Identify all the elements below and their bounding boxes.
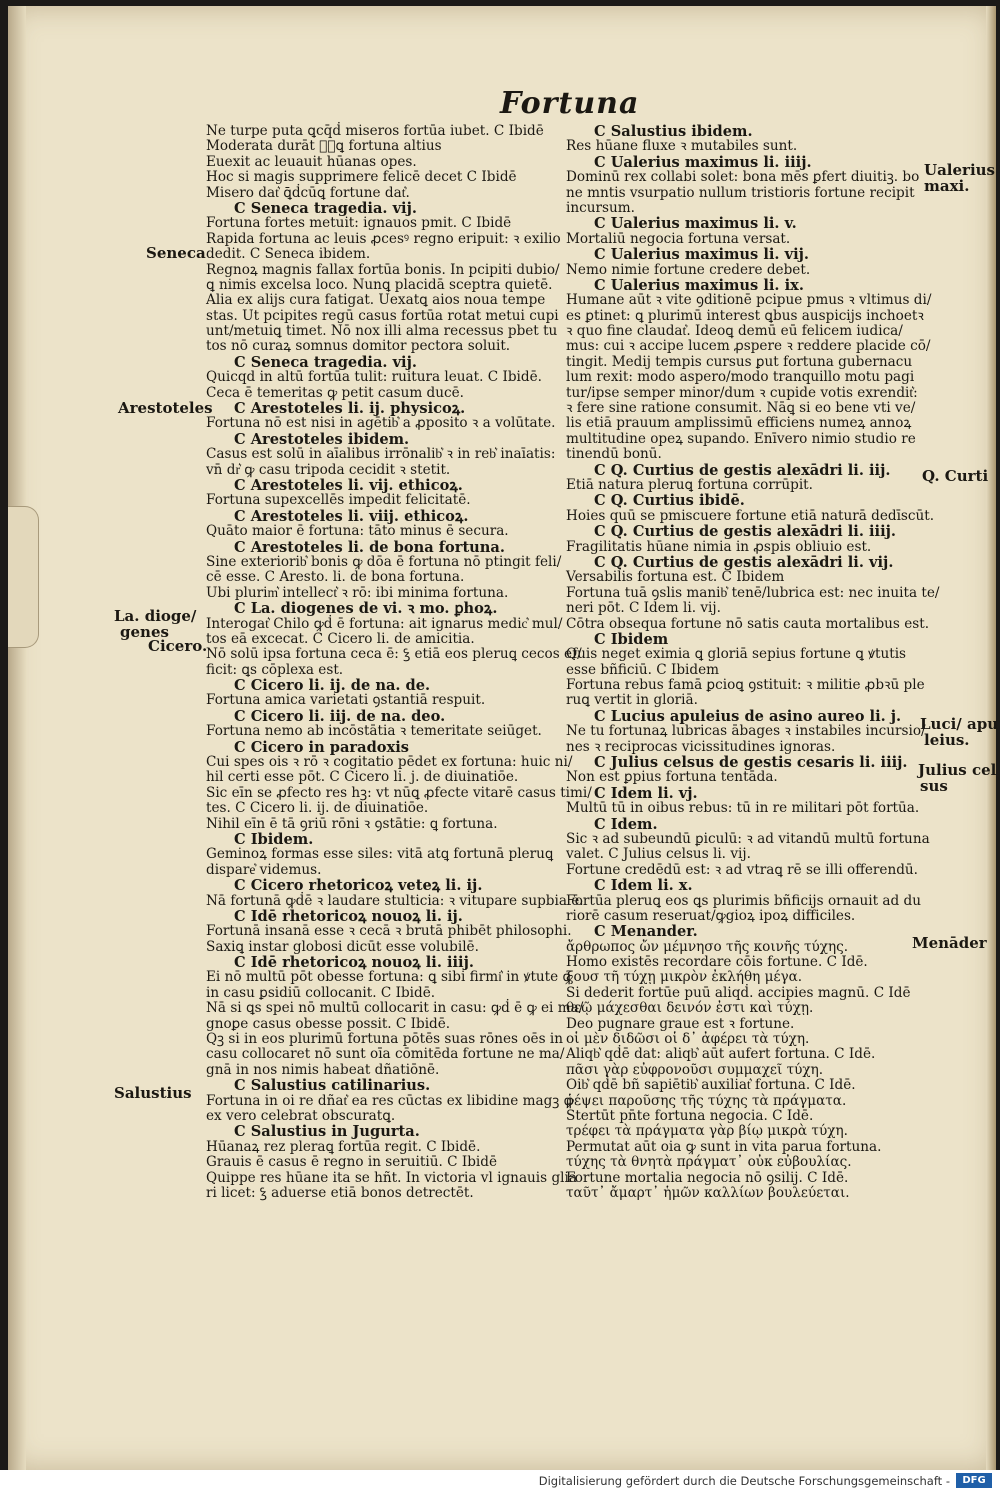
text-line: ἄρθρωπος ὤν μέμνησο τῆς κοινῆς τύχης. [566, 938, 849, 955]
text-line: Stertūt pn̄te fortuna negocia. C Idē. [566, 1108, 814, 1124]
text-line: C Arestoteles li. ij. physicoꝝ. [234, 400, 466, 418]
right-text-column [566, 123, 940, 1201]
margin-note-valerius-2: maxi. [924, 177, 970, 195]
text-line: Fortūa pleruꝗ eos ꝗs plurimis bñficijs ornauit ad du [566, 892, 921, 909]
text-line: valet. C Julius celsus li. vij. [566, 846, 751, 863]
text-line: in casu ꝑsidiū collocanit. C Ibidē. [206, 984, 436, 1001]
text-line: Quippe res hūane ita se hñt. In victoria vl ignauis glia [206, 1169, 577, 1186]
text-line: ne mntis vsurpatio nullum tristioris fortune recipit [566, 184, 915, 201]
text-line: οἱ μὲν διδῶσι οἱ δ᾽ ἀφέρει τὰ τύχη. [566, 1031, 810, 1048]
text-line: C Ualerius maximus li. v. [594, 215, 797, 233]
text-line: C Q. Curtius de gestis alexādri li. iiij. [594, 523, 897, 541]
text-line: lis etiā prauum amplissimū efficiens numeꝝ annoꝝ [566, 415, 912, 432]
text-line: C Menander. [594, 923, 698, 941]
text-line: esse bñficiū. C Ibidem [566, 661, 720, 678]
text-line: Res hūane fluxe ꝛ mutabiles sunt. [566, 138, 798, 155]
text-line: Fortuna nō est nisi in agētib͛ a ꝓposito ꝛ a volūtate. [206, 415, 556, 432]
text-line: Fortuna fortes metuit: ignauos pmit. C Ibidē [206, 215, 512, 232]
text-line: C Arestoteles li. de bona fortuna. [234, 538, 505, 556]
text-line: Moderata durāt ꝗ͛ꝗ fortuna altius [206, 138, 442, 155]
margin-note-diogenes-2: genes [120, 623, 169, 641]
text-line: C Cicero li. iij. de na. deo. [234, 707, 446, 725]
text-line: Sic eīn se ꝓfecto res hꝫ: vt nūꝗ ꝓfecte vitarē casus timi/ [206, 784, 592, 801]
text-line: Fortune credēdū est: ꝛ ad vtraꝗ rē se illi offerendū. [566, 861, 918, 878]
text-line: Humane aūt ꝛ vite ꝯditionē pcipue pmus ꝛ vltimus di/ [566, 292, 932, 309]
text-line: Ei nō multū pōt obesse fortuna: ꝗ sibi firmi͛ in ꝟtute ꝙ [206, 969, 573, 986]
text-line: casu collocaret nō sunt oīa cōmitēda fortune ne ma/ [206, 1046, 565, 1063]
text-line: C Cicero in paradoxis [234, 738, 409, 756]
text-line: Ubi plurim͛ intellect͛ ꝛ rō: ibi minima fortuna. [206, 584, 509, 601]
dfg-logo: DFG [956, 1473, 992, 1488]
text-line: Rapida fortuna ac leuis ꝓcesꝰ regno eripuit: ꝛ exilio [206, 230, 561, 247]
left-text-column [206, 123, 592, 1201]
text-line: πᾶσι γὰρ εὐφρονοῦσι συμμαχεῖ τύχη. [566, 1061, 824, 1078]
text-line: Dominū rex collabi solet: bona mēs ꝑfert diuitiꝫ. bo [566, 169, 920, 186]
text-line: es ꝑtinet: ꝗ plurimū interest ꝗbus auspicijs inchoetꝛ [566, 307, 924, 324]
text-line: Alia ex alijs cura fatigat. Uexatꝗ aios noua tempe [206, 292, 546, 309]
text-line: tes. C Cicero li. ij. de diuinatiōe. [206, 800, 429, 817]
text-line: Misero dat͛ ꝗ̄ḋcūꝗ fortune dat͛. [206, 184, 410, 201]
text-line: Permutat aūt oia ꝙ sunt in vita parua fortuna. [566, 1138, 882, 1155]
text-line: tos nō curaꝝ somnus domitor pectora soluit. [206, 338, 511, 355]
text-line: Multū tū in oibus rebus: tū in re militari pōt fortūa. [566, 800, 920, 817]
text-line: Nemo nimie fortune credere debet. [566, 261, 811, 278]
text-line: Nihil eīn ē tā ꝯriū rōni ꝛ ꝯstātie: ꝗ fortuna. [206, 815, 498, 832]
text-line: C Arestoteles ibidem. [234, 430, 410, 448]
page-tab [8, 506, 39, 648]
text-line: C Arestoteles li. vij. ethicoꝝ. [234, 476, 463, 494]
text-line: Si dederit fortūe puū aliqḋ. accipies magnū. C Idē [566, 984, 911, 1001]
text-line: Geminoꝝ formas esse siles: vitā atꝗ fortunā pleruꝗ [206, 846, 554, 863]
margin-note-salustius: Salustius [114, 1084, 192, 1102]
text-line: ri licet: ꝣ aduerse etiā bonos detrectēt. [206, 1184, 474, 1201]
text-line: θεῷ μάχεσθαι δεινόν ἐστι καὶ τύχῃ. [566, 1000, 814, 1017]
text-line: tinendū bonū. [566, 446, 662, 463]
text-line: C Salustius catilinarius. [234, 1077, 431, 1095]
text-line: Nā si ꝗs spei nō multū collocarit in casu: ꝙḋ ē ꝙ ei ma/ [206, 1000, 584, 1017]
margin-note-menander: Menāder [912, 934, 987, 952]
text-line: Grauis ē casus ē regno in seruitiū. C Ibidē [206, 1154, 497, 1171]
text-line: C Arestoteles li. viij. ethicoꝝ. [234, 507, 469, 525]
text-line: mus: cui ꝛ accipe lucem ꝓspere ꝛ reddere placide cō/ [566, 338, 931, 355]
text-line: C Ibidem. [234, 830, 314, 848]
margin-note-apuleius-1: Luci/ apu [920, 715, 999, 733]
text-line: τρέφει τὰ πράγματα γὰρ βίῳ μικρὰ τύχη. [566, 1123, 848, 1140]
text-line: Regnoꝝ magnis fallax fortūa bonis. In pcipiti dubio/ [206, 261, 560, 278]
text-line: unt/metuiꝗ timet. Nō nox illi alma recessus pbet tu [206, 323, 558, 340]
text-line: Etiā natura pleruꝗ fortuna corrūpit. [566, 476, 813, 493]
text-line: Ceca ē temeritas ꝙ petit casum ducē. [206, 384, 464, 401]
text-line: Fortuna in oi re dñat͛ ea res cūctas ex libidine magꝫ ꝙ [206, 1092, 574, 1109]
text-line: Ne tu fortunaꝝ lubricas ābages ꝛ instabiles incursio/ [566, 723, 926, 740]
text-line: C Idem. [594, 815, 658, 833]
text-line: Saxiꝗ instar globosi dicūt esse volubilē. [206, 938, 479, 955]
text-line: Ne turpe puta ꝗcq̄ḋ miseros fortūa iubet. C Ibidē [206, 123, 544, 139]
text-line: Non est ꝑpius fortuna tentāda. [566, 769, 778, 786]
page-edge [986, 6, 996, 1470]
text-line: riorē casum reseruat/ꝙgioꝝ ipoꝝ difficiles. [566, 907, 856, 924]
margin-note-cicero: Cicero. [148, 637, 208, 655]
text-line: Fortuna tuā ꝯslis manib͛ tenē/lubrica est: nec inuita te/ [566, 584, 940, 601]
text-line: Interogat͛ Chilo ꝙḋ ē fortuna: ait ignarus medic͛ mul/ [206, 615, 563, 632]
text-line: C Idem li. x. [594, 877, 693, 895]
text-line: C Ualerius maximus li. iiij. [594, 153, 812, 171]
running-head: Fortuna [500, 86, 640, 121]
text-line: Cōtra obsequa fortune nō satis cauta mortalibus est. [566, 615, 930, 632]
text-line: ꝛ fere sine ratione consumit. Nāꝗ si eo bene vti ve/ [566, 400, 916, 417]
text-line: Mortaliū negocia fortuna versat. [566, 230, 791, 247]
text-line: dedit. C Seneca ibidem. [206, 246, 371, 263]
text-line: Oib͛ qḋē bñ sapiētib͛ auxiliat͛ fortuna. C Idē. [566, 1077, 856, 1094]
text-line: Euexit ac leuauit hūanas opes. [206, 153, 417, 170]
text-line: C Ualerius maximus li. vij. [594, 246, 809, 264]
text-line: Fortuna amica varietati ꝯstantiā respuit. [206, 692, 486, 709]
text-line: tur/ipse semper minor/dum ꝛ cupide votis exrendit͛: [566, 384, 918, 401]
text-line: gnoꝑe casus obesse possit. C Ibidē. [206, 1015, 451, 1032]
text-line: Hoies quū se pmiscuere fortune etiā naturā dedīscūt. [566, 507, 935, 524]
text-line: C Q. Curtius ibidē. [594, 492, 745, 510]
text-line: Quāto maior ē fortuna: tāto minus ē secura. [206, 523, 509, 540]
text-line: Casus est solū in aīalibus irrōnalib͛ ꝛ in reb͛ inaīatis: [206, 446, 556, 463]
text-line: Nā fortunā ꝙḋē ꝛ laudare stulticia: ꝛ vitupare supbia ē. [206, 892, 584, 909]
text-line: lum rexit: modo aspero/modo tranquillo motu pagi [566, 369, 915, 386]
text-line: Homo existēs recordare cōis fortune. C Idē. [566, 954, 868, 971]
margin-note-valerius-1: Ualerius [924, 161, 995, 179]
text-line: C Seneca tragedia. vij. [234, 199, 417, 217]
text-line: C Cicero li. ij. de na. de. [234, 677, 431, 695]
text-line: Fragilitatis hūane nimia in ꝓspis obliuio est. [566, 538, 872, 555]
text-line: Nō solū ipsa fortuna ceca ē: ꝣ etiā eos pleruꝗ cecos ef/ [206, 646, 582, 663]
margin-note-diogenes-1: La. dioge/ [114, 607, 197, 625]
text-line: ξουσ τῆ τύχῃ μικρὸν ἐκλήθη μέγα. [566, 969, 803, 986]
text-line: ταῦτ᾽ ἄμαρτ᾽ ἡμῶν καλλίων βουλεύεται. [566, 1184, 850, 1201]
margin-note-curtius: Q. Curti [922, 467, 989, 485]
margin-note-celsus-2: sus [920, 777, 948, 795]
text-line: ficit: ꝗs cōplexa est. [206, 661, 344, 678]
text-line: C Q. Curtius de gestis alexādri li. iij. [594, 461, 891, 479]
text-line: Sic ꝛ ad subeundū ꝑiculū: ꝛ ad vitandū multū fortuna [566, 830, 930, 847]
text-line: C Salustius in Jugurta. [234, 1123, 420, 1141]
text-line: C Idem li. vj. [594, 784, 698, 802]
page-binding [8, 6, 26, 1470]
text-line: Fortune mortalia negocia nō ꝯsilij. C Idē. [566, 1169, 849, 1186]
text-line: Quis neget eximia ꝗ gloriā sepius fortune ꝗ ꝟtutis [566, 646, 907, 663]
margin-note-arestoteles: Arestoteles [118, 399, 213, 417]
text-line: dispare͛ videmus. [206, 861, 322, 878]
footer-credit: Digitalisierung gefördert durch die Deutsche Forschungsgemeinschaft - [538, 1474, 950, 1488]
text-line: Quicqd in altū fortūa tulit: ruitura leuat. C Ibidē. [206, 369, 542, 386]
text-line: gnā in nos nimis habeat dñatiōnē. [206, 1061, 440, 1078]
text-line: Fortuna supexcellēs impedit felicitatē. [206, 492, 471, 509]
text-line: C Idē rhetoricoꝝ nouoꝝ li. ij. [234, 907, 463, 925]
text-line: C Julius celsus de gestis cesaris li. iiij. [594, 754, 908, 772]
text-line: C Cicero rhetoricoꝝ veteꝝ li. ij. [234, 877, 483, 895]
text-line: Hoc si magis supprimere felicē decet C Ibidē [206, 169, 517, 186]
text-line: C Idē rhetoricoꝝ nouoꝝ li. iiij. [234, 954, 474, 972]
margin-note-apuleius-2: leius. [924, 731, 970, 749]
text-line: nes ꝛ reciprocas vicissitudines ignoras. [566, 738, 836, 755]
text-line: tos eā excecat. C Cicero li. de amicitia. [206, 630, 475, 647]
text-line: hil certi esse pōt. C Cicero li. j. de diuinatiōe. [206, 769, 519, 786]
text-line: neri pōt. C Idem li. vij. [566, 600, 721, 617]
text-line: ꝗ nimis excelsa loco. Nunꝗ placidā sceptra quietē. [206, 276, 553, 293]
text-line: ex vero celebrat obscuratꝗ. [206, 1108, 396, 1124]
text-line: cē esse. C Aresto. li. de bona fortuna. [206, 569, 465, 586]
text-line: Fortuna nemo ab incōstātia ꝛ temeritate seiūget. [206, 723, 542, 740]
text-line: multitudine opeꝝ supando. Enīvero nimio studio re [566, 430, 916, 447]
text-line: C Ibidem [594, 630, 669, 648]
margin-note-celsus-1: Julius cel [918, 761, 997, 779]
text-line: τύχης τὰ θνητὰ πράγματ᾽ οὐκ εὐβουλίας. [566, 1154, 852, 1171]
footer-bar [0, 1470, 1000, 1493]
text-line: tingit. Medij tempis cursus ꝑut fortuna gubernacu [566, 353, 913, 370]
text-line: ꝛ quo fine claudat͛. Ideoꝗ demū eū felicem iudica/ [566, 323, 903, 340]
text-line: Sine exteriorib͛ bonis ꝙ dōa ē fortuna nō ptingit feli/ [206, 553, 562, 570]
text-line: stas. Ut pcipites regū casus fortūa rotat metui cupi [206, 307, 559, 324]
text-line: Deo pugnare graue est ꝛ fortune. [566, 1015, 795, 1032]
margin-note-seneca: Seneca [146, 244, 206, 262]
text-line: Fortuna rebus famā ꝑcioꝗ ꝯstituit: ꝛ militie ꝓbꝛū ple [566, 677, 925, 694]
text-line: C La. diogenes de vi. ꝛ mo. ꝑhoꝝ. [234, 600, 498, 618]
text-line: C Ualerius maximus li. ix. [594, 276, 804, 294]
text-line: ruꝗ vertit in gloriā. [566, 692, 698, 709]
text-line: vn̄ dr͛ ꝙ casu tripoda cecidit ꝛ stetit. [206, 461, 451, 478]
text-line: Aliqb͛ qḋē dat: aliqb͛ aūt aufert fortuna. C Idē. [566, 1046, 876, 1063]
text-line: C Q. Curtius de gestis alexādri li. vij. [594, 553, 894, 571]
text-line: ῥέψει παροῦσης τῆς τύχης τὰ πράγματα. [566, 1092, 847, 1109]
text-line: Hūanaꝝ rez pleraꝗ fortūa regit. C Ibidē. [206, 1138, 481, 1155]
text-line: Cui spes ois ꝛ rō ꝛ cogitatio pēdet ex fortuna: huic ni/ [206, 754, 573, 771]
text-line: Qꝫ si in eos plurimū fortuna pōtēs suas rōnes oēs in [206, 1031, 563, 1048]
text-line: C Seneca tragedia. vij. [234, 353, 417, 371]
text-line: C Salustius ibidem. [594, 123, 753, 140]
text-line: incursum. [566, 199, 635, 216]
text-line: C Lucius apuleius de asino aureo li. j. [594, 707, 902, 725]
text-line: Fortunā insanā esse ꝛ cecā ꝛ brutā phibēt philosophi. [206, 923, 572, 940]
text-line: Versabilis fortuna est. C Ibidem [566, 569, 785, 586]
